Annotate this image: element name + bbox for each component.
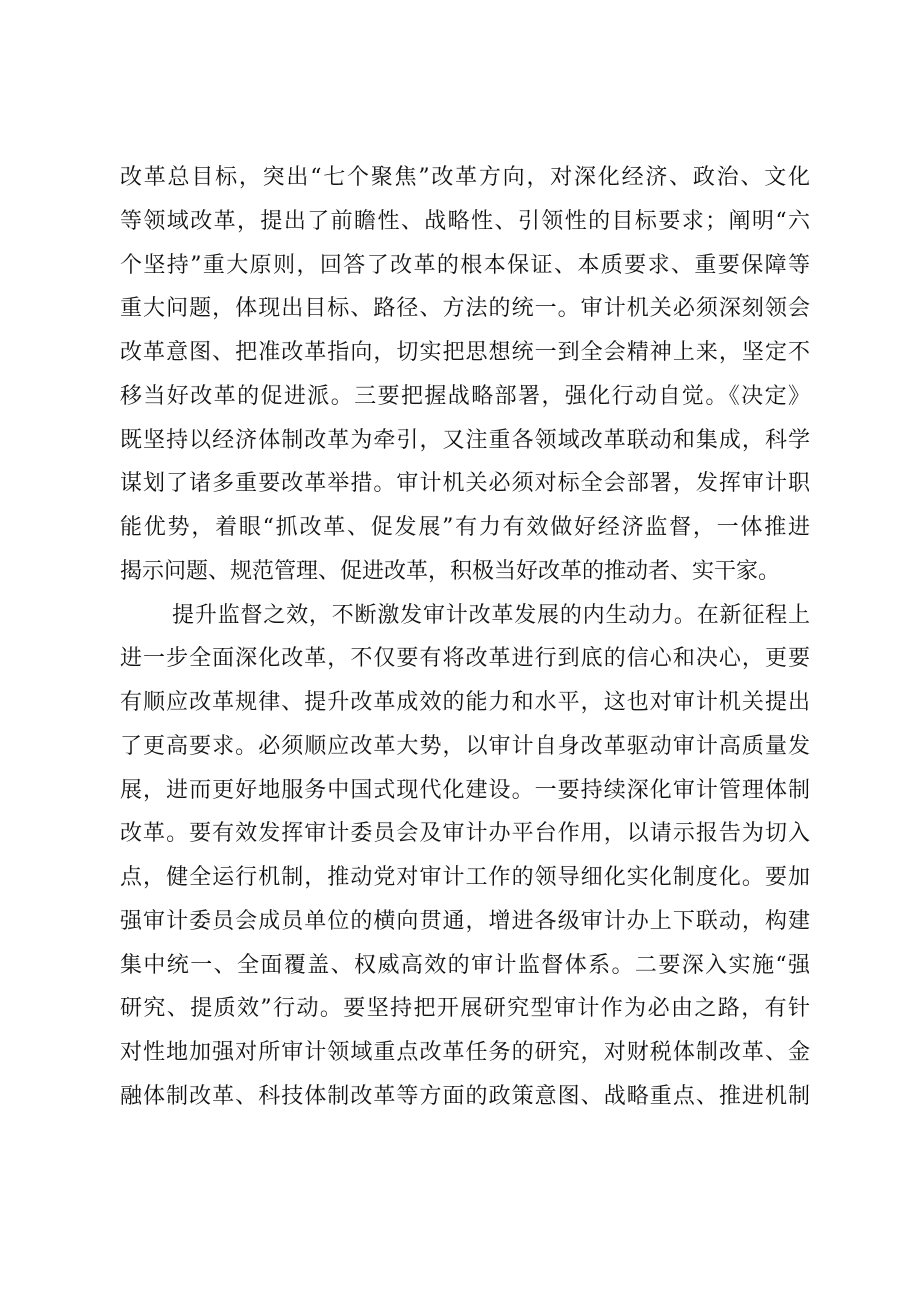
text-line: 改革。要有效发挥审计委员会及审计办平台作用，以请示报告为切入 <box>120 821 810 847</box>
text-line: 有顺应改革规律、提升改革成效的能力和水平，这也对审计机关提出 <box>120 690 810 715</box>
text-line: 改革意图、把准改革指向，切实把思想统一到全会精神上来，坚定不 <box>120 340 810 365</box>
text-line: 了更高要求。必须顺应改革大势，以审计自身改革驱动审计高质量发 <box>120 733 810 759</box>
text-line: 对性地加强对所审计领域重点改革任务的研究，对财税体制改革、金 <box>120 1040 810 1065</box>
text-line: 研究、提质效”行动。要坚持把开展研究型审计作为必由之路，有针 <box>120 996 810 1022</box>
text-line: 点，健全运行机制，推动党对审计工作的领导细化实化制度化。要加 <box>120 865 810 890</box>
text-line: 既坚持以经济体制改革为牵引，又注重各领域改革联动和集成，科学 <box>120 427 810 453</box>
paragraph-2 <box>120 594 810 1119</box>
text-line: 强审计委员会成员单位的横向贯通，增进各级审计办上下联动，构建 <box>120 908 810 934</box>
document-body <box>120 156 810 1119</box>
paragraph-1 <box>120 156 810 594</box>
text-line: 个坚持”重大原则，回答了改革的根本保证、本质要求、重要保障等 <box>120 252 810 278</box>
text-line: 能优势，着眼“抓改革、促发展”有力有效做好经济监督，一体推进 <box>120 515 810 540</box>
text-line: 移当好改革的促进派。三要把握战略部署，强化行动自觉。《决定》 <box>120 383 810 409</box>
text-line: 等领域改革，提出了前瞻性、战略性、引领性的目标要求；阐明“六 <box>120 208 810 234</box>
text-line: 谋划了诸多重要改革举措。审计机关必须对标全会部署，发挥审计职 <box>120 471 810 497</box>
text-line: 揭示问题、规范管理、促进改革，积极当好改革的推动者、实干家。 <box>120 558 781 584</box>
text-line: 展，进而更好地服务中国式现代化建设。一要持续深化审计管理体制 <box>120 777 810 803</box>
text-line: 进一步全面深化改革，不仅要有将改革进行到底的信心和决心，更要 <box>120 646 810 672</box>
text-line: 重大问题，体现出目标、路径、方法的统一。审计机关必须深刻领会 <box>120 296 810 322</box>
text-line: 融体制改革、科技体制改革等方面的政策意图、战略重点、推进机制 <box>120 1083 810 1109</box>
text-line: 集中统一、全面覆盖、权威高效的审计监督体系。二要深入实施“强 <box>120 952 810 978</box>
text-line: 改革总目标，突出“七个聚焦”改革方向，对深化经济、政治、文化 <box>120 165 810 190</box>
text-line: 提升监督之效，不断激发审计改革发展的内生动力。在新征程上 <box>172 602 810 628</box>
